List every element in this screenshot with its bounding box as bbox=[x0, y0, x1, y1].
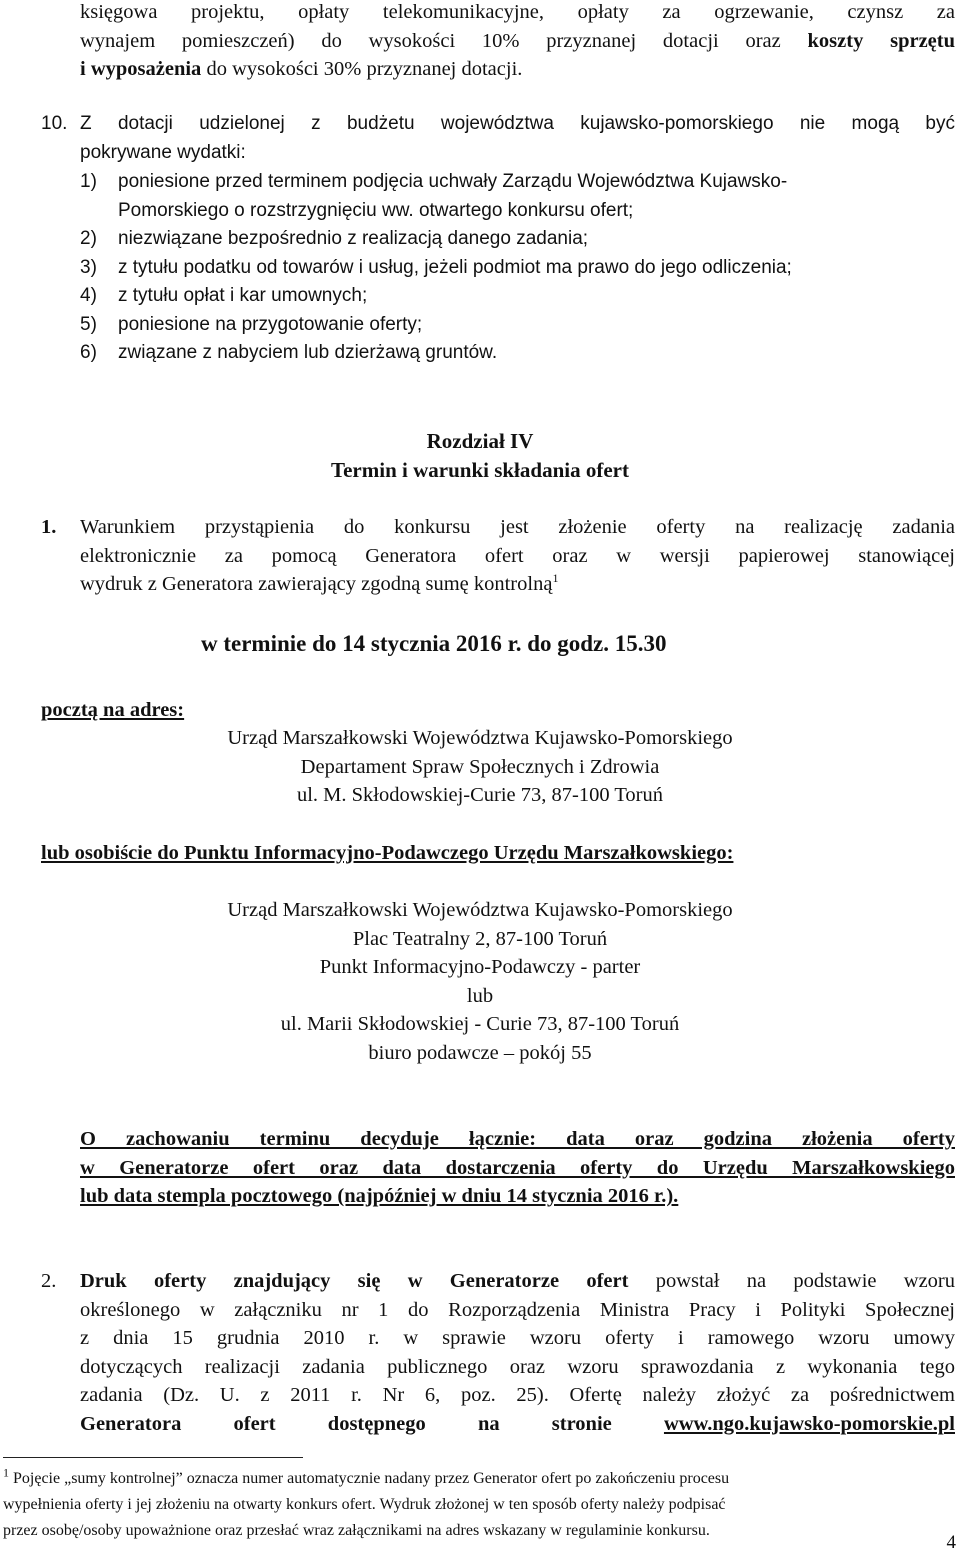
point-2-number: 2. bbox=[41, 1270, 57, 1292]
intro-paragraph bbox=[80, 0, 955, 55]
exclusion-item-4: 4) z tytułu opłat i kar umownych; bbox=[80, 285, 368, 306]
personal-address-line: lub bbox=[466, 984, 494, 1007]
section-10-number: 10. bbox=[41, 113, 68, 134]
postal-address-line: Urząd Marszałkowski Województwa Kujawsko-Pomorskiego bbox=[227, 727, 733, 749]
section-10-line-2: pokrywane wydatki: bbox=[80, 142, 246, 163]
exclusion-item-1: 1) poniesione przed terminem podjęcia uchwały Zarządu Województwa Kujawsko- Pomorskiego o rozstrzygnięciu ww. otwartego konkursu ofert; bbox=[80, 171, 788, 221]
exclusion-item-3: 3) z tytułu podatku od towarów i usług, jeżeli podmiot ma prawo do jego odliczenia; bbox=[80, 256, 792, 278]
footnote-reference: 1 bbox=[552, 571, 559, 586]
personal-address-line: ul. Marii Skłodowskiej - Curie 73, 87-100 Toruń bbox=[280, 1013, 680, 1035]
intro-last-line: i wyposażenia do wysokości 30% przyznanej dotacji. bbox=[80, 58, 523, 80]
page-number: 4 bbox=[946, 1532, 956, 1553]
postal-address bbox=[0, 724, 960, 810]
postal-address-line: ul. M. Skłodowskiej-Curie 73, 87-100 Toruń bbox=[296, 784, 664, 806]
personal-address bbox=[0, 896, 960, 1067]
exclusion-item-6: 6) związane z nabyciem lub dzierżawą gruntów. bbox=[80, 342, 498, 363]
personal-address-line: Urząd Marszałkowski Województwa Kujawsko-Pomorskiego bbox=[227, 899, 733, 921]
personal-address-line: biuro podawcze – pokój 55 bbox=[368, 1041, 592, 1064]
exclusion-item-2: 2) niezwiązane bezpośrednio z realizacją danego zadania; bbox=[80, 228, 589, 249]
personal-address-line: Punkt Informacyjno-Podawczy - parter bbox=[319, 956, 641, 978]
postal-label: pocztą na adres: bbox=[41, 699, 185, 721]
intro-line-1: księgowa projektu, opłaty telekomunikacyjne, opłaty za ogrzewanie, czynsz za bbox=[80, 1, 955, 23]
generator-link[interactable]: www.ngo.kujawsko-pomorskie.pl bbox=[663, 1412, 955, 1435]
point-1-last-line: wydruk z Generatora zawierający zgodną sumę kontrolną$^1$ bbox=[80, 571, 559, 595]
deadline-notice: O zachowaniu terminu decyduje łącznie: data oraz godzina złożenia oferty w Generatorze ofert oraz data dostarczenia oferty do Urzędu Marszałkowskiego bbox=[80, 1128, 955, 1179]
section-10-line-1: Z dotacji udzielonej z budżetu województwa kujawsko-pomorskiego nie mogą być bbox=[80, 113, 955, 134]
footnote-divider bbox=[3, 1457, 303, 1458]
postal-address-line: Departament Spraw Społecznych i Zdrowia bbox=[300, 755, 660, 778]
chapter-title: Rozdział IV bbox=[426, 429, 534, 453]
footnote: $^1$ Pojęcie „sumy kontrolnej” oznacza numer automatycznie nadany przez Generator ofert po zakończeniu procesu wypełnienia oferty i jej złożeniu na otwarty konkurs ofert. Wydruk złożonej w ten sposób oferty należy podpisać przez osobę/osoby upoważnione oraz przesłać wraz załącznikami na adres wskazany w regulaminie konkursu. bbox=[3, 1465, 730, 1539]
intro-line-2: wynajem pomieszczeń) do wysokości 10% przyznanej dotacji oraz koszty sprzętu bbox=[80, 29, 955, 52]
deadline-text: w terminie do 14 stycznia 2016 r. do godz. 15.30 bbox=[201, 631, 667, 656]
intro-bold-text: koszty sprzętu bbox=[807, 29, 955, 52]
personal-delivery-label: lub osobiście do Punktu Informacyjno-Podawczego Urzędu Marszałkowskiego: bbox=[41, 842, 734, 864]
exclusion-list bbox=[80, 168, 955, 368]
exclusion-item-5: 5) poniesione na przygotowanie oferty; bbox=[80, 313, 423, 335]
point-1-paragraph: Warunkiem przystąpienia do konkursu jest złożenie oferty na realizację zadania elektronicznie za pomocą Generatora ofert oraz w wersji papierowej stanowiącej bbox=[80, 516, 955, 567]
deadline-notice-last-line: lub data stempla pocztowego (najpóźniej w dniu 14 stycznia 2016 r.). bbox=[80, 1185, 679, 1207]
point-1-number: 1. bbox=[41, 516, 57, 538]
chapter-subtitle: Termin i warunki składania ofert bbox=[331, 458, 629, 482]
personal-address-line: Plac Teatralny 2, 87-100 Toruń bbox=[352, 927, 608, 950]
point-2-paragraph: Druk oferty znajdujący się w Generatorze ofert powstał na podstawie wzoru określonego w załączniku nr 1 do Rozporządzenia Ministra Pracy i Polityki Społecznej z dnia 15 grudnia 2010 r. w sprawie wzoru oferty i ramowego wzoru umowy dotyczących realizacji zadania publicznego oraz wzoru sprawozdania z wykonania tego zadania (Dz. U. z 2011 r. Nr 6, poz. 25). Ofertę należy złożyć za pośrednictwem Generatora ofert dostępnego na stronie www.ngo.kujawsko-pomorskie.pl bbox=[80, 1270, 956, 1435]
